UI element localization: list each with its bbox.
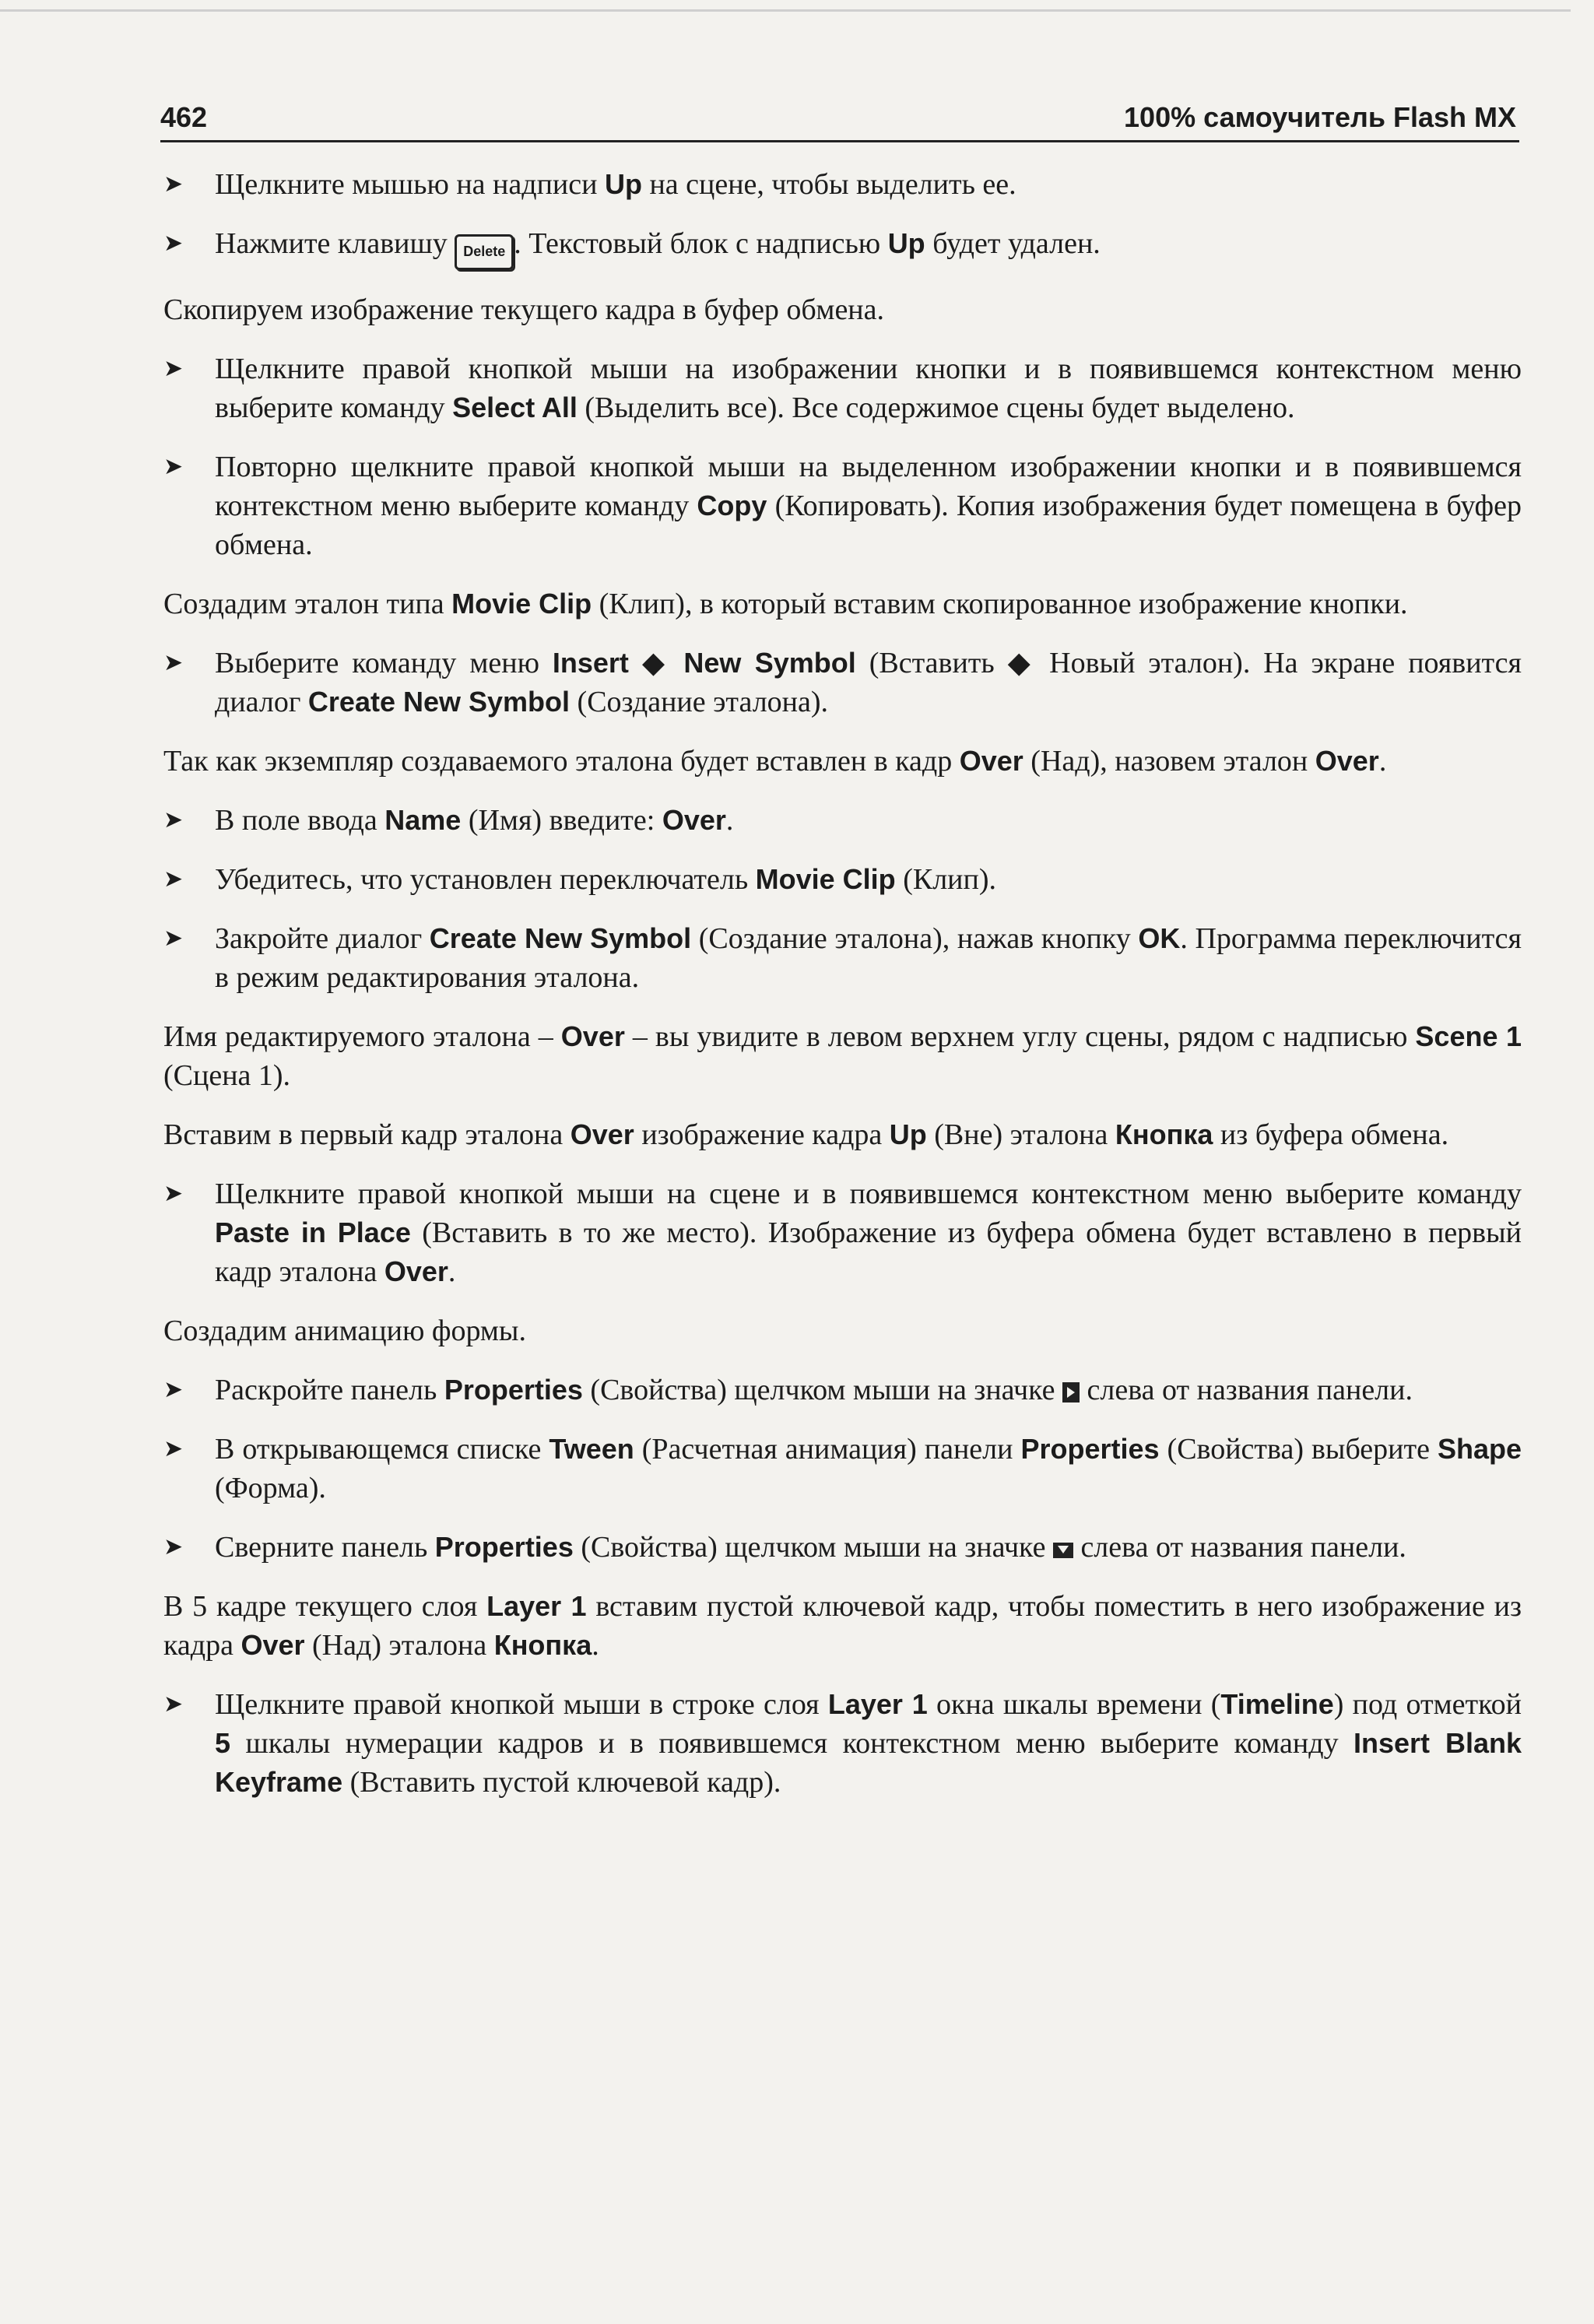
list-item: ➤ Щелкните правой кнопкой мыши в строке слоя Layer 1 окна шкалы времени (Timeline) под отметкой 5 шкалы нумерации кадров и в появившемся контекстном меню выберите команду Insert Blank Keyframe (Вставить пустой ключевой кадр). xyxy=(163,1685,1522,1802)
arrowhead-bullet-icon: ➤ xyxy=(163,355,184,382)
paragraph: Создадим анимацию формы. xyxy=(163,1315,526,1347)
arrowhead-bullet-icon: ➤ xyxy=(163,1533,184,1560)
paragraph: Создадим эталон типа Movie Clip (Клип), в который вставим скопированное изображение кнопки. xyxy=(163,588,1408,620)
list-item: ➤ В поле ввода Name (Имя) введите: Over. xyxy=(163,801,1522,840)
paragraph: Имя редактируемого эталона – Over – вы увидите в левом верхнем углу сцены, рядом с надписью Scene 1 (Сцена 1). xyxy=(163,1020,1522,1092)
arrowhead-bullet-icon: ➤ xyxy=(163,806,184,834)
page-header xyxy=(160,101,1516,140)
arrowhead-bullet-icon: ➤ xyxy=(163,1690,184,1718)
list-item: ➤ Щелкните мышью на надписи Up на сцене, чтобы выделить ее. xyxy=(163,165,1522,204)
arrowhead-bullet-icon: ➤ xyxy=(163,1376,184,1403)
diamond-icon: ◆ xyxy=(641,647,671,679)
arrowhead-bullet-icon: ➤ xyxy=(163,453,184,480)
page-body xyxy=(163,165,1522,1822)
paragraph: Вставим в первый кадр эталона Over изображение кадра Up (Вне) эталона Кнопка из буфера обмена. xyxy=(163,1118,1449,1151)
paragraph: Скопируем изображение текущего кадра в буфер обмена. xyxy=(163,293,885,326)
arrowhead-bullet-icon: ➤ xyxy=(163,170,184,198)
list-item: ➤ Повторно щелкните правой кнопкой мыши на выделенном изображении кнопки и в появившемся контекстном меню выберите команду Copy (Копировать). Копия изображения будет помещена в буфер обмена. xyxy=(163,448,1522,564)
paragraph: В 5 кадре текущего слоя Layer 1 вставим пустой ключевой кадр, чтобы поместить в него изображение из кадра Over (Над) эталона Кнопка. xyxy=(163,1590,1522,1662)
arrowhead-bullet-icon: ➤ xyxy=(163,865,184,893)
running-title: 100% самоучитель Flash MX xyxy=(1124,101,1516,133)
list-item: ➤ Сверните панель Properties (Свойства) щелчком мыши на значке слева от названия панели. xyxy=(163,1528,1522,1567)
arrowhead-bullet-icon: ➤ xyxy=(163,1435,184,1462)
list-item: ➤ Убедитесь, что установлен переключатель Movie Clip (Клип). xyxy=(163,860,1522,899)
header-rule xyxy=(160,140,1519,142)
list-item: ➤ Раскройте панель Properties (Свойства) щелчком мыши на значке слева от названия панели. xyxy=(163,1371,1522,1409)
list-item: ➤ Щелкните правой кнопкой мыши на изображении кнопки и в появившемся контекстном меню выберите команду Select All (Выделить все). Все содержимое сцены будет выделено. xyxy=(163,349,1522,427)
scan-edge-line xyxy=(0,9,1571,12)
diamond-icon: ◆ xyxy=(1007,647,1037,679)
list-item: ➤ Щелкните правой кнопкой мыши на сцене и в появившемся контекстном меню выберите команду Paste in Place (Вставить в то же место). Изображение из буфера обмена будет вставлено в первый кадр эталона Over. xyxy=(163,1174,1522,1291)
list-item: ➤ Выберите команду меню Insert ◆ New Symbol (Вставить ◆ Новый эталон). На экране появится диалог Create New Symbol (Создание эталона). xyxy=(163,644,1522,721)
panel-expand-icon xyxy=(1062,1382,1080,1402)
arrowhead-bullet-icon: ➤ xyxy=(163,1180,184,1207)
panel-collapse-icon xyxy=(1053,1543,1073,1558)
arrowhead-bullet-icon: ➤ xyxy=(163,925,184,952)
page-number: 462 xyxy=(160,101,208,133)
arrowhead-bullet-icon: ➤ xyxy=(163,230,184,257)
list-item: ➤ Закройте диалог Create New Symbol (Создание эталона), нажав кнопку OK. Программа переключится в режим редактирования эталона. xyxy=(163,919,1522,997)
arrowhead-bullet-icon: ➤ xyxy=(163,649,184,676)
list-item: ➤ В открывающемся списке Tween (Расчетная анимация) панели Properties (Свойства) выберите Shape (Форма). xyxy=(163,1430,1522,1508)
paragraph: Так как экземпляр создаваемого эталона будет вставлен в кадр Over (Над), назовем эталон Over. xyxy=(163,745,1387,778)
list-item: ➤ Нажмите клавишу Delete . Текстовый блок с надписью Up будет удален. xyxy=(163,224,1522,270)
delete-key-icon: Delete xyxy=(455,234,514,270)
